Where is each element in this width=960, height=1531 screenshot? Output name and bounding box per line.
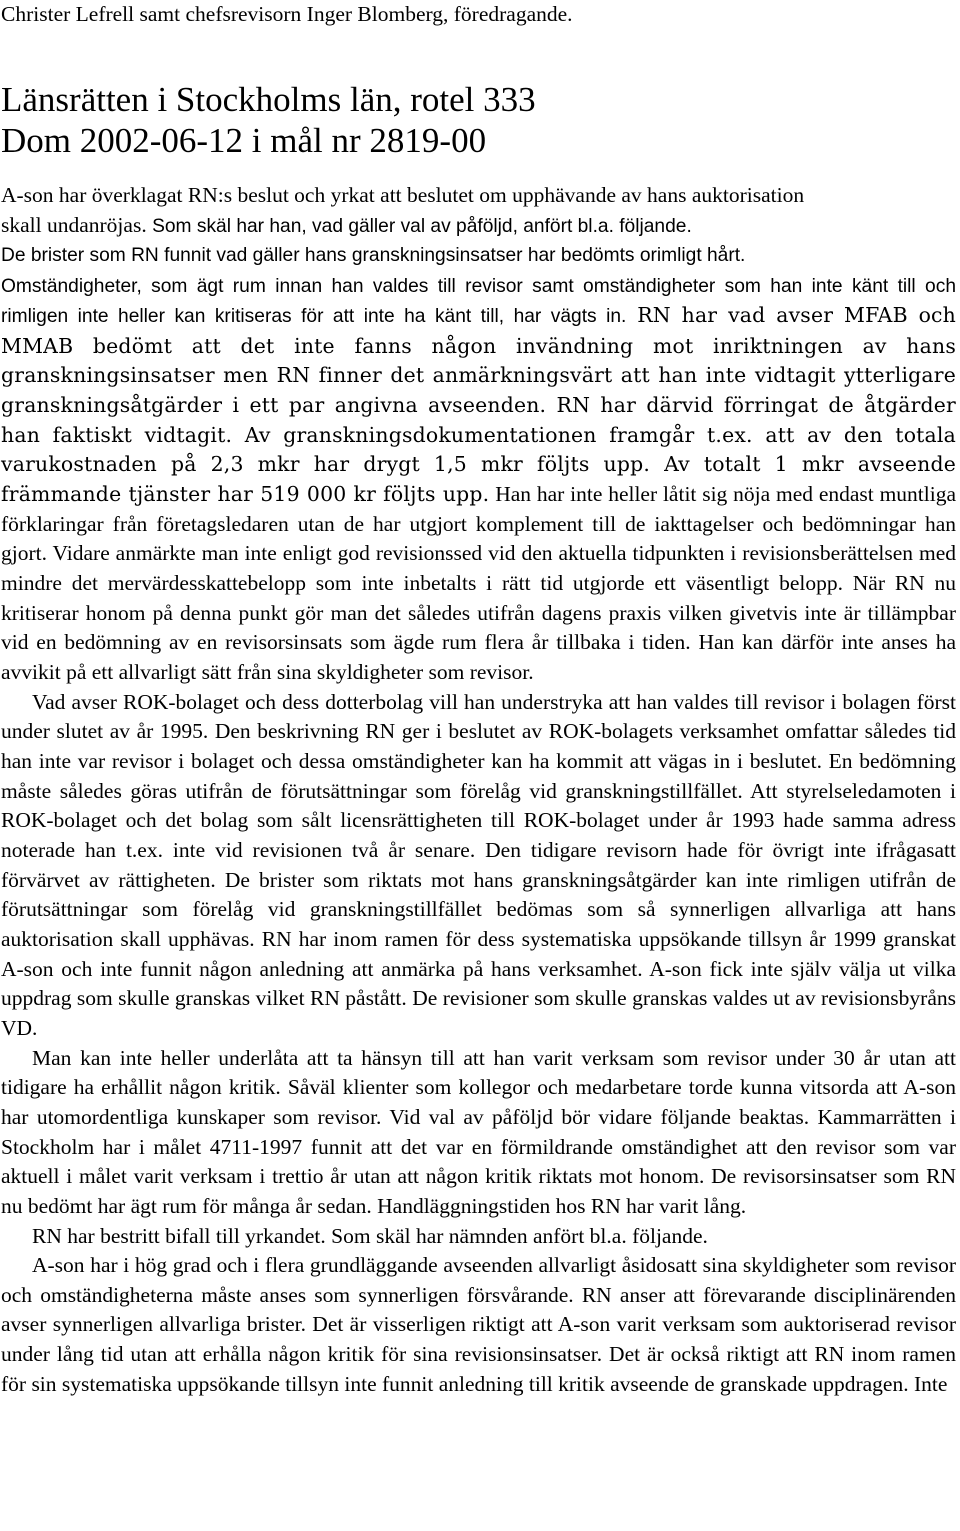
intro-line2-serif: skall undanröjas. xyxy=(1,212,147,237)
header-line: Christer Lefrell samt chefsrevisorn Inger Blomberg, föredragande. xyxy=(1,2,573,26)
paragraph-1-rest: Han har inte heller låtit sig nöja med endast muntliga förklaringar från företagsledaren utan de har utgjort komplement till de iakttagelser och bedömningar han gjort. Vidare anmärkte man inte enligt god revisionssed vid den aktuella tidpunkten i revisionsberättelsen med mindre det mervärdesskattebelopp som inte inbetalts i rätt tid utgjorde ett väsentligt belopp. När RN nu kritiserar honom på denna punkt gör man det således utifrån dagens praxis vilken givetvis inte är tillämpbar vid en bedömning av en revisorsinsats som ägde rum flera år tillbaka i tiden. Han kan därför inte anses ha avvikit på ett allvarligt sätt från sina skyldigheter som revisor. xyxy=(1,482,957,685)
paragraph-1 xyxy=(1,271,956,688)
paragraph-1-sans: Omständigheter, som ägt rum innan han valdes till revisor samt omständigheter som han inte känt till och rimligen inte heller kan kritiseras för att inte ha känt till, har vägts in. xyxy=(1,275,956,328)
court-heading xyxy=(1,79,956,161)
intro-line3: De brister som RN funnit vad gäller hans granskningsinsatser har bedömts orimligt hårt. xyxy=(1,245,746,266)
paragraph-4: RN har bestritt bifall till yrkandet. Som skäl har nämnden anfört bl.a. följande. xyxy=(32,1223,708,1248)
paragraph-5: A-son har i hög grad och i flera grundläggande avseenden allvarligt åsidosatt sina skyldigheter som revisor och omständigheterna måste anses som synnerligen försvårande. RN anser att förevarande disciplinärenden avser synnerligen allvarliga brister. Det är visserligen riktigt att A-son varit verksam som auktoriserad revisor under lång tid utan att erhålla någon kritik för sina revisionsinsatser. Det är också riktigt att RN inom ramen för sin systematiska uppsökande tillsyn inte funnit anledning till kritik avseende de granskade uppdragen. Inte xyxy=(1,1253,956,1396)
paragraph-1-wide: RN har vad avser MFAB och MMAB bedömt att det inte fanns någon invändning mot inriktningen av hans granskningsinsatser men RN finner det anmärkningsvärt att han inte vidtagit ytterligare granskningsåtgärder i ett par angivna avseenden. RN har därvid förringat de åtgärder han faktiskt vidtagit. Av granskningsdokumentationen framgår t.ex. att av den totala varukostnaden på 2,3 mkr har drygt 1,5 mkr följts upp. Av totalt 1 mkr avseende främmande tjänster har 519 000 kr följts upp. xyxy=(1,303,957,507)
paragraph-2: Vad avser ROK-bolaget och dess dotterbolag vill han understryka att han valdes till revisor i bolagen först under slutet av år 1995. Den beskrivning RN ger i beslutet av ROK-bolagets verksamhet omfattar således tid han inte var revisor i bolaget och dessa omständigheter kan ha kommit att vägas in i beslutet. En bedömning måste således göras utifrån de förutsättningar som förelåg vid granskningstillfället. Att styrelseledamoten i ROK-bolaget och det bolag som sålt licensrättigheten till ROK-bolaget under år 1993 hade samma adress noterade han t.ex. inte vid revisionen två år senare. Den tidigare revisorn hade för övrigt inte ifrågasatt förvärvet av rättigheten. De brister som riktats mot hans granskningsåtgärder kan inte rimligen utifrån de förutsättningar som förelåg vid granskningstillfället bedömas som så synnerligen allvarliga att hans auktorisation skall upphävas. RN har inom ramen för dess systematiska uppsökande tillsyn år 1999 granskat A-son och inte funnit någon anledning att anmärka på hans verksamhet. A-son fick inte själv välja ut vilka uppdrag som skulle granskas vilket RN påstått. De revisioner som skulle granskas valdes ut av revisionsbyråns VD. xyxy=(1,689,956,1040)
document-page xyxy=(1,0,956,1399)
document-body xyxy=(1,271,956,1400)
intro-line2 xyxy=(1,211,956,242)
court-heading-line2: Dom 2002-06-12 i mål nr 2819-00 xyxy=(1,121,487,160)
intro-line1: A-son har överklagat RN:s beslut och yrkat att beslutet om upphävande av hans auktorisation xyxy=(1,183,805,207)
intro-line2-sans: Som skäl har han, vad gäller val av påföljd, anfört bl.a. följande. xyxy=(152,215,692,237)
paragraph-3: Man kan inte heller underlåta att ta hänsyn till att han varit verksam som revisor under 30 år utan att tidigare ha erhållit någon kritik. Såväl klienter som kollegor och medarbetare torde kunna vitsorda att A-son har utomordentliga kunskaper som revisor. Vid val av påföljd bör vidare följande beaktas. Kammarrätten i Stockholm har i målet 4711-1997 funnit att det var en förmildrande omständighet att den revisor som var aktuell i målet varit verksam i trettio år utan att någon kritik riktats mot honom. De revisorsinsatser som RN nu bedömt har ägt rum för många år sedan. Handläggningstiden hos RN har varit lång. xyxy=(1,1045,956,1218)
court-heading-line1: Länsrätten i Stockholms län, rotel 333 xyxy=(1,80,536,119)
intro-block xyxy=(1,181,956,271)
